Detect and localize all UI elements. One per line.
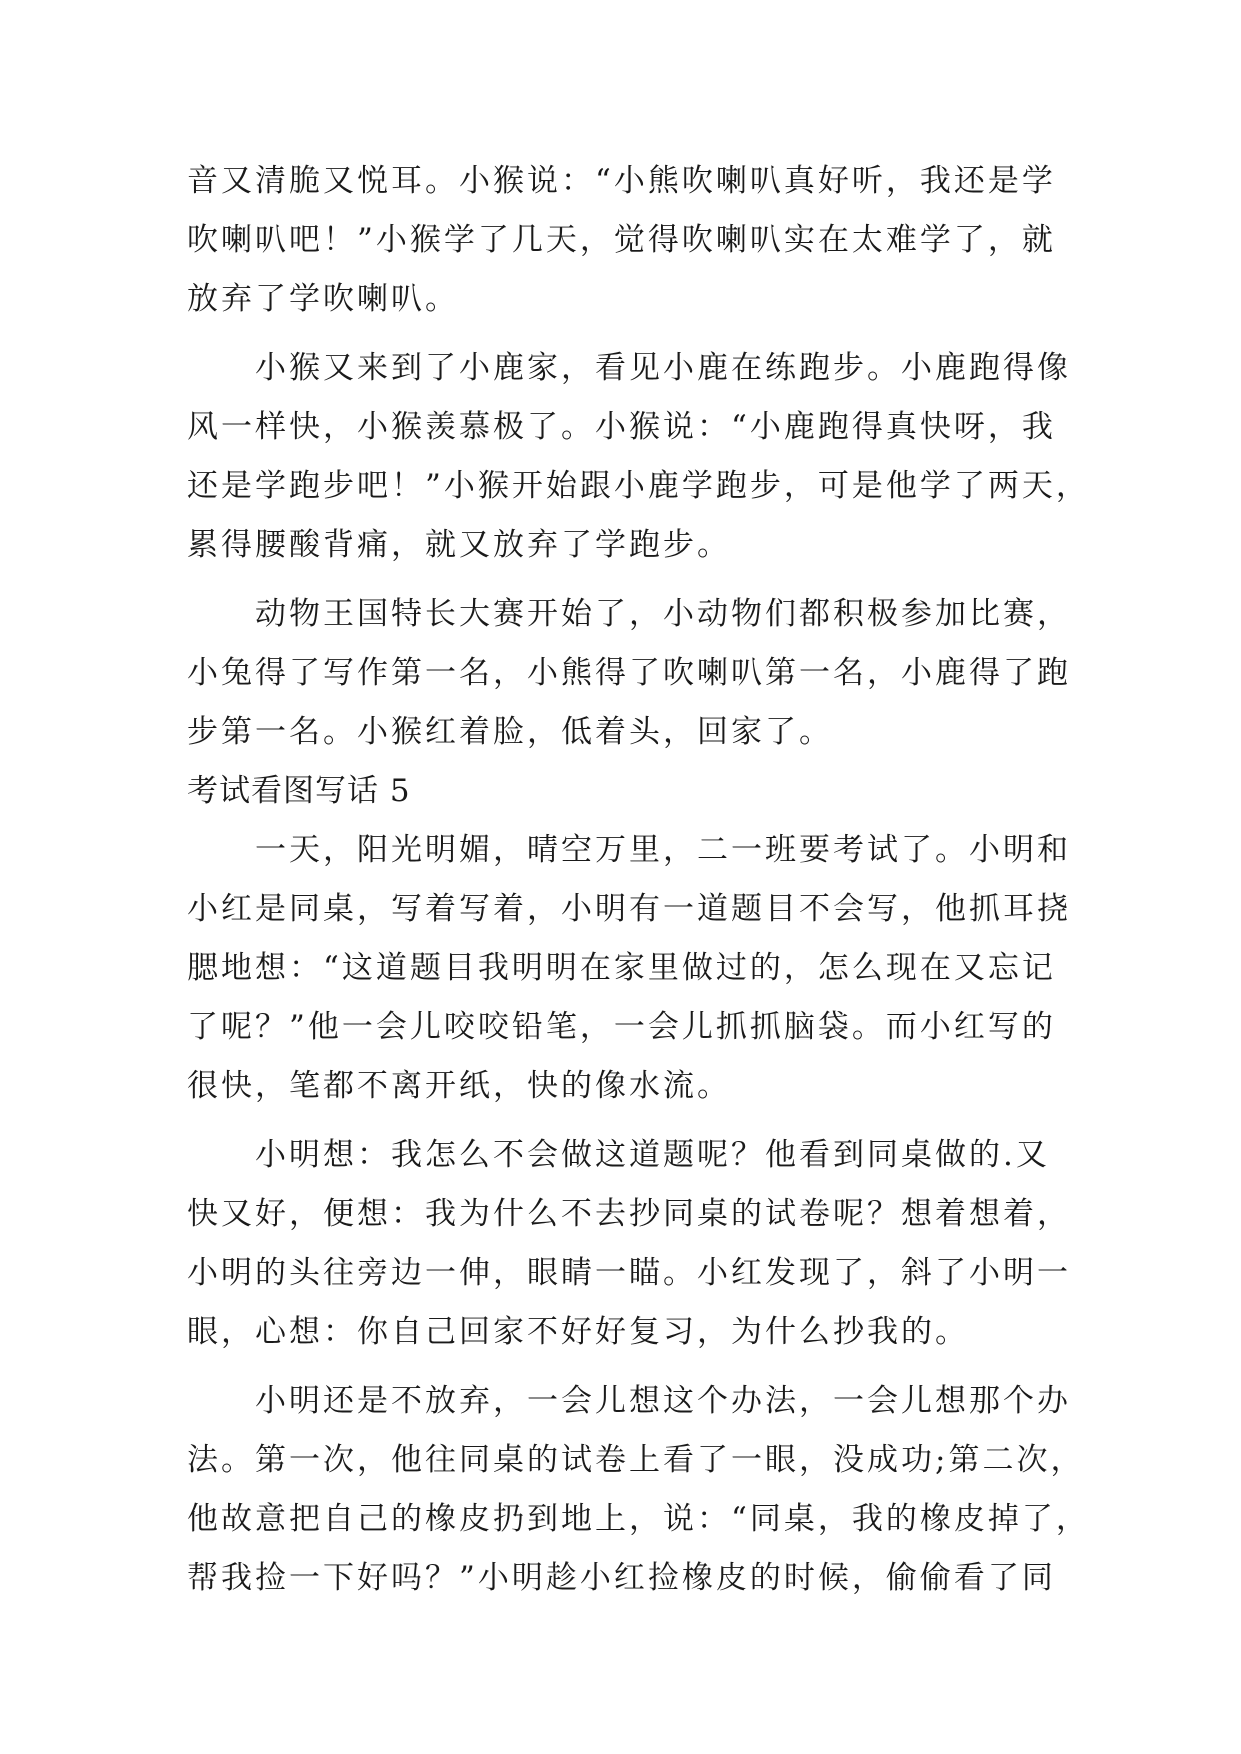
text-line: 快又好，便想：我为什么不去抄同桌的试卷呢？想着想着， [187,1196,1071,1232]
paragraph-6 [187,1372,1090,1608]
text-line: 放弃了学吹喇叭。 [187,281,459,317]
text-line: 一天，阳光明媚，晴空万里，二一班要考试了。小明和 [255,832,1071,868]
paragraph-5 [187,1126,1071,1362]
section-heading: 考试看图写话 5 [187,773,411,809]
text-line: 小明的头往旁边一伸，眼睛一瞄。小红发现了，斜了小明一 [187,1255,1071,1291]
paragraph-2 [187,339,1090,575]
section-heading-block [187,762,1057,821]
paragraph-3 [187,585,1071,762]
text-line: 小明想：我怎么不会做这道题呢？他看到同桌做的.又 [255,1137,1050,1173]
text-line: 累得腰酸背痛，就又放弃了学跑步。 [187,527,731,563]
text-line: 吹喇叭吧！”小猴学了几天，觉得吹喇叭实在太难学了，就 [187,222,1056,258]
paragraph-4 [187,821,1071,1116]
document-body [187,152,1090,1608]
text-line: 小兔得了写作第一名，小熊得了吹喇叭第一名，小鹿得了跑 [187,655,1071,691]
text-line: 还是学跑步吧！”小猴开始跟小鹿学跑步，可是他学了两天， [187,468,1090,504]
text-line: 步第一名。小猴红着脸，低着头，回家了。 [187,714,833,750]
text-line: 帮我捡一下好吗？”小明趁小红捡橡皮的时候，偷偷看了同 [187,1560,1056,1596]
text-line: 法。第一次，他往同桌的试卷上看了一眼，没成功;第二次， [187,1442,1085,1478]
text-line: 动物王国特长大赛开始了，小动物们都积极参加比赛， [255,596,1071,632]
text-line: 了呢？”他一会儿咬咬铅笔，一会儿抓抓脑袋。而小红写的 [187,1009,1056,1045]
text-line: 小红是同桌，写着写着，小明有一道题目不会写，他抓耳挠 [187,891,1071,927]
text-line: 他故意把自己的橡皮扔到地上，说：“同桌，我的橡皮掉了， [187,1501,1090,1537]
text-line: 腮地想：“这道题目我明明在家里做过的，怎么现在又忘记 [187,950,1056,986]
text-line: 很快，笔都不离开纸，快的像水流。 [187,1068,731,1104]
text-line: 音又清脆又悦耳。小猴说：“小熊吹喇叭真好听，我还是学 [187,163,1056,199]
text-line: 眼，心想：你自己回家不好好复习，为什么抄我的。 [187,1314,969,1350]
paragraph-1 [187,152,1057,329]
text-line: 风一样快，小猴羡慕极了。小猴说：“小鹿跑得真快呀，我 [187,409,1056,445]
text-line: 小猴又来到了小鹿家，看见小鹿在练跑步。小鹿跑得像 [255,350,1071,386]
text-line: 小明还是不放弃，一会儿想这个办法，一会儿想那个办 [255,1383,1071,1419]
